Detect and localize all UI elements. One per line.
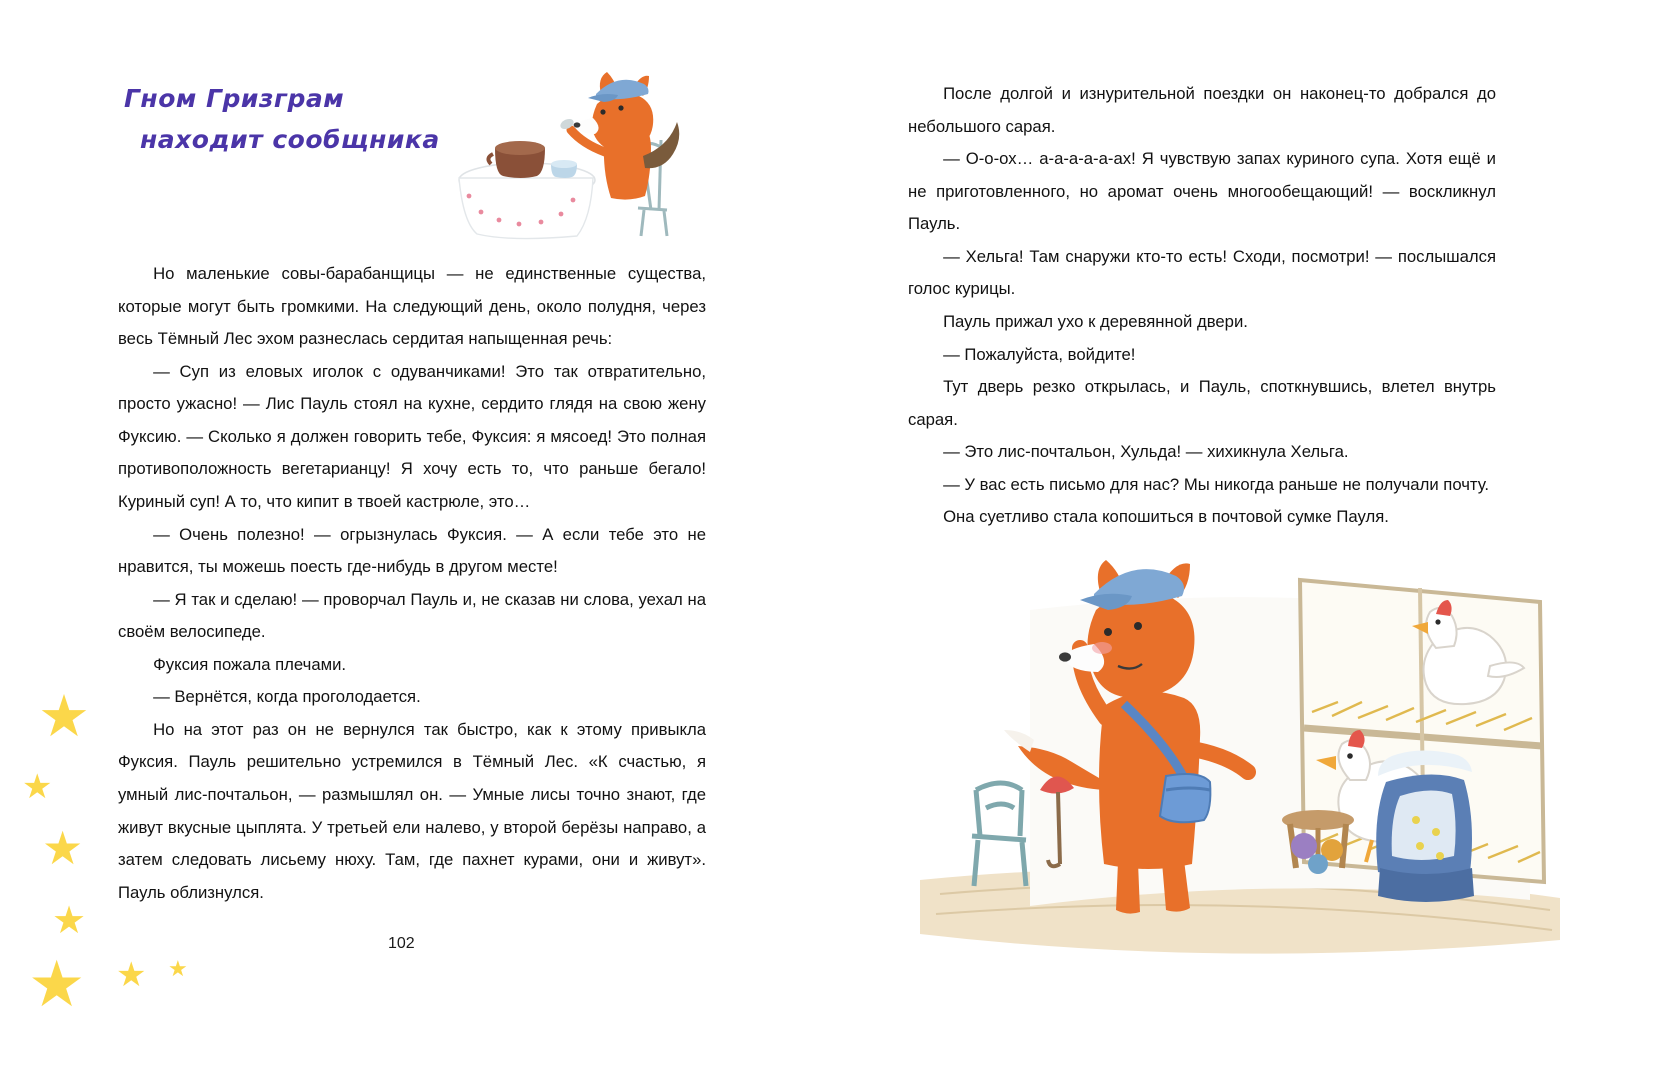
chapter-title <box>124 78 454 161</box>
page-number: 102 <box>388 935 415 952</box>
chapter-title-line-1: Гном Гризграм <box>124 84 345 113</box>
fox-at-table-with-soup-pot-illustration <box>455 60 695 240</box>
fox-postman-with-hens-illustration <box>880 490 1580 970</box>
paragraph: — Это лис-почтальон, Хульда! — хихикнула Хельга. <box>943 442 1349 462</box>
paragraph: — Пожалуйста, войдите! <box>943 344 1136 364</box>
paragraph: — О-о-ох… а-а-а-а-а-ах! Я чувствую запах куриного супа. Хотя ещё и не приготовленного, но аромат очень многообещающий! — воскликнул Пауль. <box>908 149 1496 234</box>
paragraph: Тут дверь резко открылась, и Пауль, споткнувшись, влетел внутрь сарая. <box>908 377 1496 429</box>
star-icon: ★ <box>38 684 90 749</box>
paragraph: Но на этот раз он не вернулся так быстро, как к этому привыкла Фуксия. Пауль решительно устремился в Тёмный Лес. «К счастью, я умный лис-почтальон, — размышлял он. — Умные лисы точно знают, где живут вкусные цыплята. У третьей ели налево, у второй берёзы направо, а затем следовать лисьему нюху. Там, где пахнет курами, они и живут». Пауль облизнулся. <box>118 719 706 902</box>
chapter-title-line-2: находит сообщника <box>140 125 440 155</box>
star-icon: ★ <box>28 948 86 1020</box>
paragraph: Она суетливо стала копошиться в почтовой сумке Пауля. <box>943 507 1389 527</box>
paragraph: Пауль прижал ухо к деревянной двери. <box>943 311 1248 331</box>
paragraph: — Суп из еловых иголок с одуванчиками! Это так отвратительно, просто ужасно! — Лис Пауль стоял на кухне, сердито глядя на свою жену Фуксию. — Сколько я должен говорить тебе, Фуксия: я мясоед! Это полная противоположность вегетарианцу! Я хочу есть то, что раньше бегало! Куриный суп! А то, что кипит в твоей кастрюле, это… <box>118 361 706 511</box>
paragraph: Фуксия пожала плечами. <box>153 654 347 674</box>
paragraph: — Хельга! Там снаружи кто-то есть! Сходи, посмотри! — послышался голос курицы. <box>908 246 1496 299</box>
star-icon: ★ <box>42 822 84 874</box>
right-page-body <box>908 78 1496 534</box>
paragraph: Но маленькие совы-барабанщицы — не единственные существа, которые могут быть громкими. На следующий день, около полудня, через весь Тёмный Лес эхом разнеслась сердитая напыщенная речь: <box>118 264 706 349</box>
left-page <box>0 0 826 1080</box>
paragraph: — Вернётся, когда проголодается. <box>153 687 421 707</box>
star-decorations <box>0 640 220 1060</box>
star-icon: ★ <box>116 956 147 994</box>
star-icon: ★ <box>22 768 53 806</box>
paragraph: — У вас есть письмо для нас? Мы никогда раньше не получали почту. <box>943 474 1490 494</box>
paragraph: После долгой и изнурительной поездки он наконец-то добрался до небольшого сарая. <box>908 84 1496 136</box>
paragraph: — Я так и сделаю! — проворчал Пауль и, не сказав ни слова, уехал на своём велосипеде. <box>118 589 706 642</box>
paragraph: — Очень полезно! — огрызнулась Фуксия. — А если тебе это не нравится, ты можешь поесть где-нибудь в другом месте! <box>118 524 706 577</box>
right-page <box>826 0 1653 1080</box>
star-icon: ★ <box>168 956 188 981</box>
star-icon: ★ <box>52 900 87 942</box>
